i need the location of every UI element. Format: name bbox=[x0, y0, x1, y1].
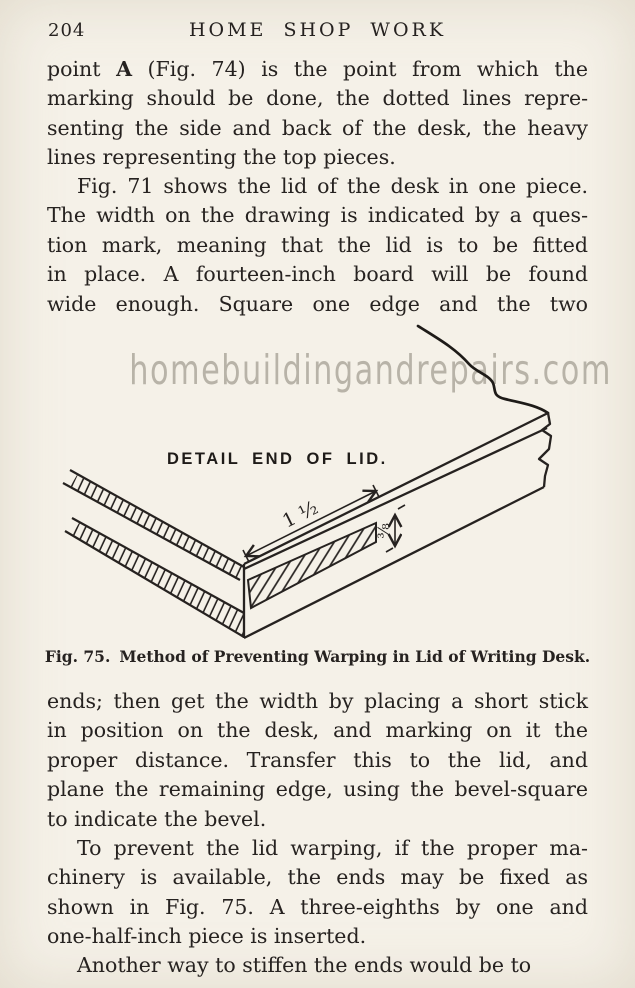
page-number: 204 bbox=[48, 20, 86, 41]
dimension-length-label: 1 ½ bbox=[279, 496, 322, 533]
board-back-top-edge bbox=[244, 413, 548, 564]
text-line: in place. A fourteen-inch board will be found bbox=[47, 262, 588, 287]
text-line: tion mark, meaning that the lid is to be fitted bbox=[47, 232, 588, 257]
figure-caption bbox=[30, 647, 605, 666]
paragraph-5 bbox=[47, 951, 588, 980]
text-line: To prevent the lid warping, if the proper ma- bbox=[77, 836, 588, 860]
figure-label: DETAIL END OF LID. bbox=[167, 450, 388, 468]
text-line: chinery is available, the ends may be fixed as bbox=[47, 865, 588, 890]
dimension-thickness-label: ⅜ bbox=[374, 523, 393, 539]
board-break-edge bbox=[539, 413, 551, 487]
text-line: one-half-inch piece is inserted. bbox=[47, 924, 367, 949]
figure-caption-number: Fig. 75. bbox=[44, 647, 111, 666]
text-line: plane the remaining edge, using the bevel-square bbox=[47, 777, 588, 802]
paragraph-3 bbox=[47, 687, 588, 834]
text-line: Fig. 71 shows the lid of the desk in one piece. bbox=[77, 174, 588, 198]
paragraph-1 bbox=[47, 55, 588, 173]
text-line: Another way to stiffen the ends would be to bbox=[77, 953, 532, 977]
text-line: proper distance. Transfer this to the lid, and bbox=[47, 747, 588, 772]
page-title: HOME SHOP WORK bbox=[188, 19, 447, 41]
text-line: lines representing the top pieces. bbox=[47, 145, 396, 170]
paragraph-2 bbox=[47, 172, 588, 319]
text-line: The width on the drawing is indicated by a ques- bbox=[47, 203, 588, 228]
inserted-piece bbox=[248, 523, 376, 608]
figure-caption-text: Method of Preventing Warping in Lid of Writing Desk. bbox=[119, 647, 591, 666]
text-segment: (Fig. 74) is the point from which the bbox=[131, 57, 588, 81]
text-line: wide enough. Square one edge and the two bbox=[47, 291, 588, 316]
text-line: marking should be done, the dotted lines repre- bbox=[47, 86, 588, 111]
text-segment: point bbox=[47, 57, 117, 81]
text-line: to indicate the bevel. bbox=[47, 806, 267, 831]
text-line: in position on the desk, and marking on it the bbox=[47, 718, 588, 743]
text-line: senting the side and back of the desk, the heavy bbox=[47, 115, 588, 140]
text-line: shown in Fig. 75. A three-eighths by one and bbox=[47, 894, 588, 919]
point-a-label: A bbox=[116, 57, 132, 81]
watermark-text: homebuildingandrepairs.com bbox=[129, 346, 612, 394]
text-line: ends; then get the width by placing a short stick bbox=[47, 689, 588, 713]
hatched-strip-bottom bbox=[65, 518, 244, 637]
text-line bbox=[47, 55, 588, 84]
figure-75-drawing bbox=[55, 318, 612, 648]
paragraph-4 bbox=[47, 834, 588, 952]
freehand-curve bbox=[418, 326, 548, 413]
